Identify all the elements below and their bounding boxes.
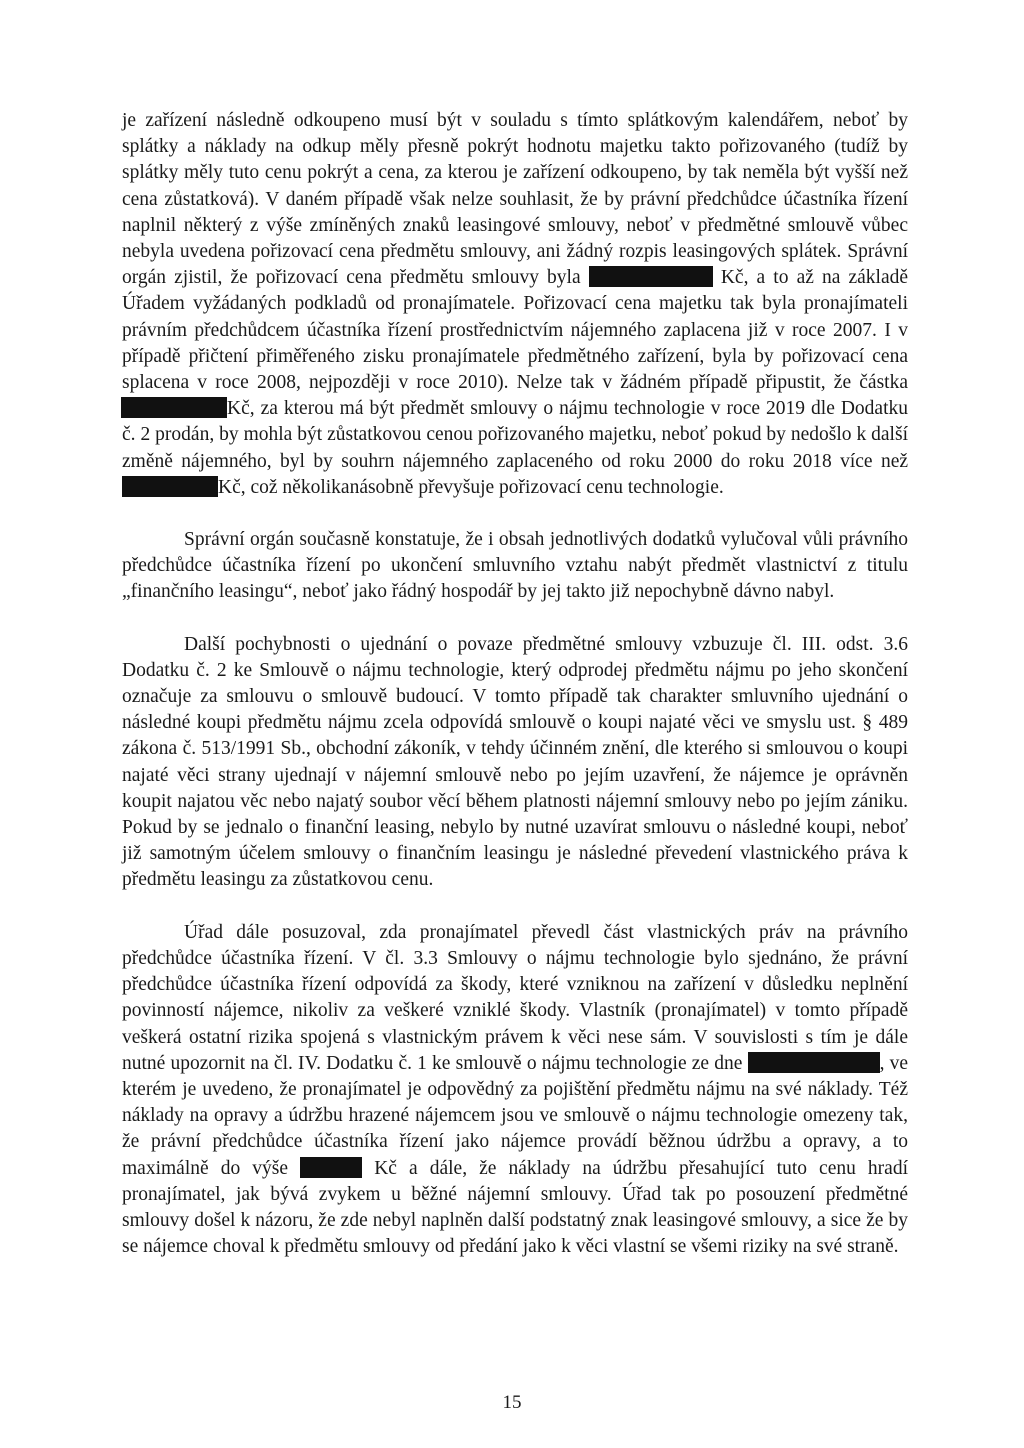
- redaction-block: [748, 1052, 880, 1073]
- paragraph-4: [122, 920, 908, 1261]
- paragraph-4-text-b: , ve kterém je uvedeno, že pronajímatel je odpovědný za pojištění předmětu nájmu na své náklady. Též náklady na opravy a údržbu hrazené nájemcem jsou ve smlouvě o nájmu technologie omezeny tak, že právní předchůdce účastníka řízení jako nájemce provádí běžnou údržbu a opravy, a to maximálně do výše: [122, 1052, 909, 1179]
- redaction-block: [300, 1157, 362, 1178]
- paragraph-2: Správní orgán současně konstatuje, že i obsah jednotlivých dodatků vylučoval vůli právního předchůdce účastníka řízení po ukončení smluvního vztahu nabýt předmět vlastnictví z titulu „finančního leasingu“, neboť jako řádný hospodář by jej takto již nepochybně dávno nabyl.: [122, 529, 908, 603]
- redaction-block: [589, 266, 713, 287]
- redaction-block: [122, 476, 218, 497]
- paragraph-4-text-a: Úřad dále posuzoval, zda pronajímatel převedl část vlastnických práv na právního předchůdce účastníka řízení. V čl. 3.3 Smlouvy o nájmu technologie bylo sjednáno, že právní předchůdce účastníka řízení odpovídá za škody, které vzniknou na zařízení v důsledku neplnění povinností nájemce, nikoliv za veškeré vzniklé škody. Vlastník (pronajímatel) v tomto případě veškerá ostatní rizika spojená s vlastnickým právem k věci nese sám. V souvislosti s tím je dále nutné upozornit na čl. IV. Dodatku č. 1 ke smlouvě o nájmu technologie ze dne: [122, 921, 908, 1074]
- redaction-block: [121, 397, 227, 418]
- paragraph-1-text-a: je zařízení následně odkoupeno musí být v souladu s tímto splátkovým kalendářem, neboť by splátky a náklady na odkup měly přesně pokrýt hodnotu majetku takto pořizovaného (tudíž by splátky měly tuto cenu pokrýt a cena, za kterou je zařízení odkoupeno, by tak neměla být vyšší než cena zůstatková). V daném případě však nelze souhlasit, že by právní předchůdce účastníka řízení naplnil některý z výše zmíněných znaků leasingové smlouvy, neboť v předmětné smlouvě vůbec nebyla uvedena pořizovací cena předmětu smlouvy, ani žádný rozpis leasingových splátek. Správní orgán zjistil, že pořizovací cena předmětu smlouvy byla: [122, 110, 908, 289]
- paragraph-1: [122, 108, 908, 501]
- paragraph-1-text-b: Kč, a to až na základě Úřadem vyžádaných podkladů od pronajímatele. Pořizovací cena majetku tak byla pronajímateli právním předchůdcem účastníka řízení prostřednictvím nájemného zaplacena již v roce 2007. I v případě přičtení přiměřeného zisku pronajímatele předmětného zařízení, byla by pořizovací cena splacena v roce 2008, nejpozději v roce 2010). Nelze tak v žádném případě připustit, že částka: [122, 267, 909, 394]
- paragraph-4-text-c: Kč a dále, že náklady na údržbu přesahující tuto cenu hradí pronajímatel, jak bývá zvykem u běžné nájemní smlouvy. Úřad tak po posouzení předmětné smlouvy došel k názoru, že zde nebyl naplněn další podstatný znak leasingové smlouvy, a sice že by se nájemce choval k předmětu smlouvy od předání jako k věci vlastní se všemi riziky na své straně.: [122, 1157, 909, 1258]
- paragraph-1-text-d: Kč, což několikanásobně převyšuje pořizovací cenu technologie.: [218, 476, 724, 498]
- document-body: [122, 108, 908, 1260]
- page-number: 15: [502, 1392, 522, 1413]
- paragraph-3: Další pochybnosti o ujednání o povaze předmětné smlouvy vzbuzuje čl. III. odst. 3.6 Dodatku č. 2 ke Smlouvě o nájmu technologie, který odprodej předmětu nájmu po jeho skončení označuje za smlouvu o smlouvě budoucí. V tomto případě tak charakter smluvního ujednání o následné koupi předmětu nájmu zcela odpovídá smlouvě o koupi najaté věci ve smyslu ust. § 489 zákona č. 513/1991 Sb., obchodní zákoník, v tehdy účinném znění, dle kterého si smlouvou o koupi najaté věci strany ujednají v nájemní smlouvě nebo po jejím uzavření, že nájemce je oprávněn koupit najatou věc nebo najatý soubor věcí během platnosti nájemní smlouvy nebo po jejím zániku. Pokud by se jednalo o finanční leasing, nebylo by nutné uzavírat smlouvu o následné koupi, neboť již samotným účelem smlouvy o finančním leasingu je následné převedení vlastnického práva k předmětu leasingu za zůstatkovou cenu.: [122, 633, 908, 891]
- paragraph-1-text-c: Kč, za kterou má být předmět smlouvy o nájmu technologie v roce 2019 dle Dodatku č. 2 prodán, by mohla být zůstatkovou cenou pořizovaného majetku, neboť pokud by nedošlo k další změně nájemného, byl by souhrn nájemného zaplaceného od roku 2000 do roku 2018 více než: [122, 398, 908, 472]
